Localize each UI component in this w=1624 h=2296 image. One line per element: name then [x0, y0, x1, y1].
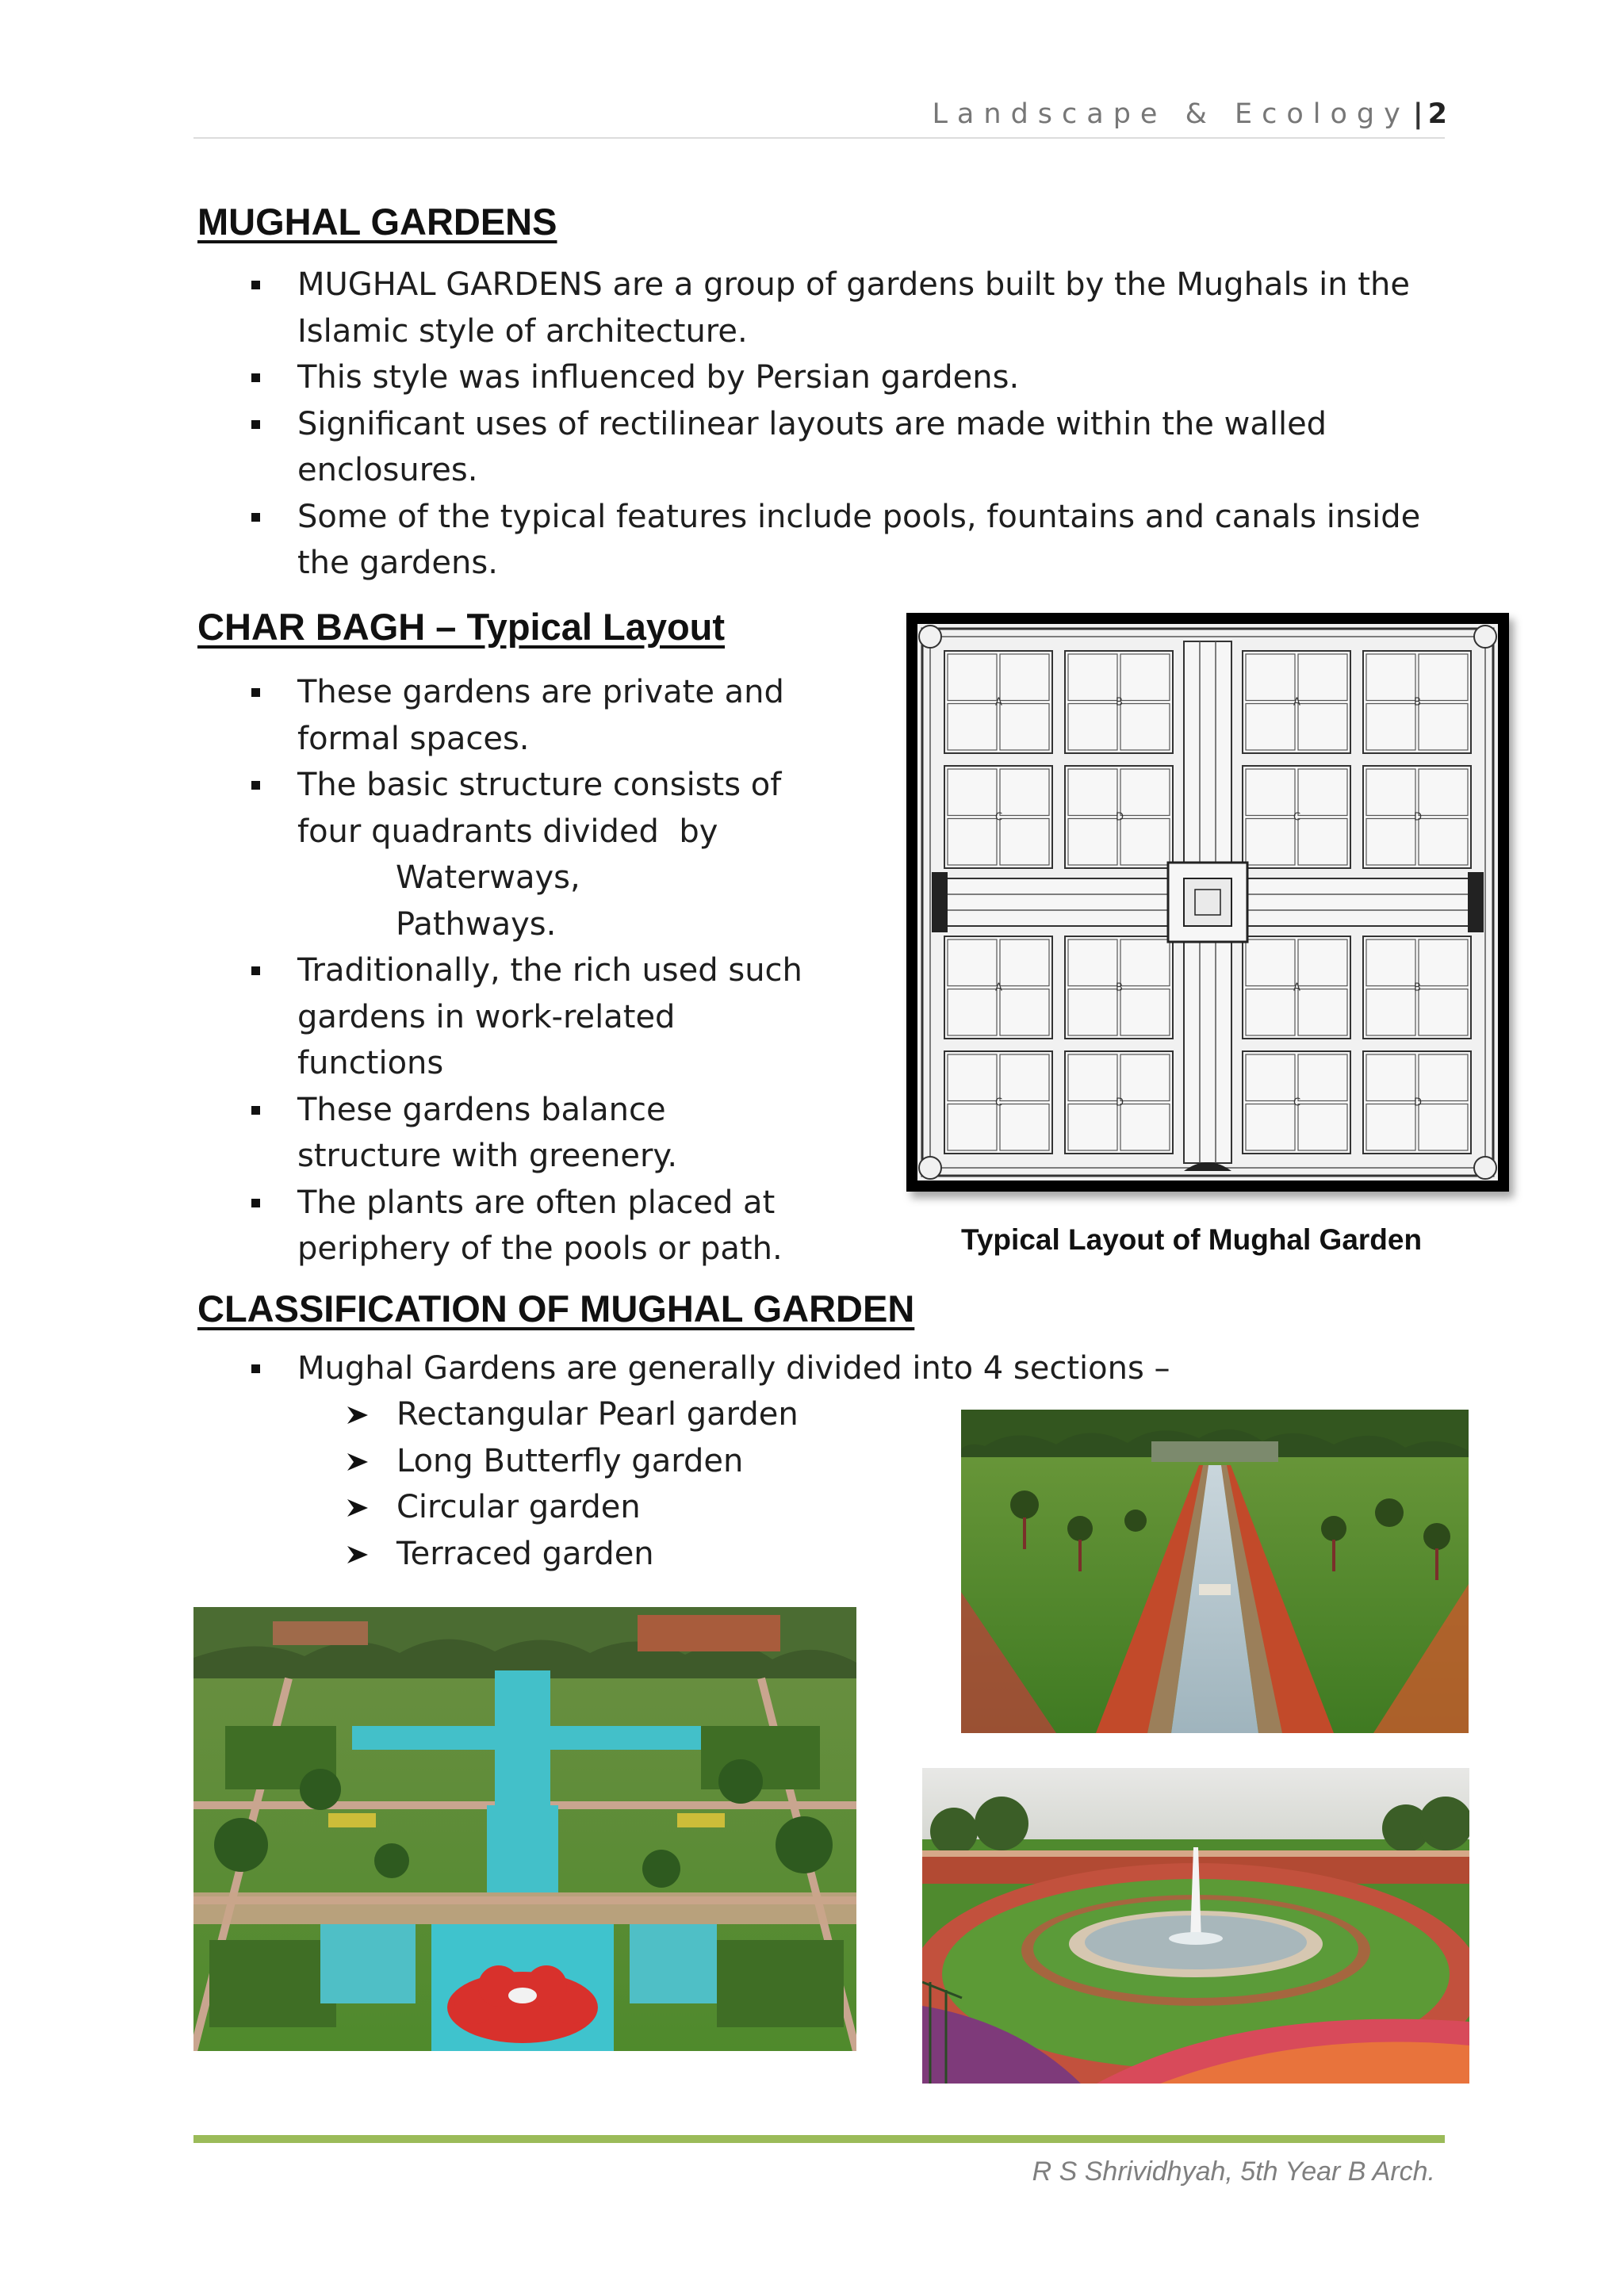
long-garden-image — [961, 1410, 1469, 1733]
list-line: structure with greenery. — [297, 1138, 678, 1174]
sub-list-label: Terraced garden — [396, 1535, 654, 1572]
list-line: These gardens balance — [297, 1091, 666, 1128]
plan-label: C — [995, 811, 1003, 824]
plan-label: D — [1414, 811, 1423, 824]
plan-label: A — [1293, 982, 1300, 994]
heading-mughal-gardens: MUGHAL GARDENS — [197, 201, 557, 243]
plan-label: C — [1293, 811, 1301, 824]
list-item — [197, 1180, 911, 1272]
classification-sub-list — [346, 1391, 901, 1577]
classification-bullet-list — [197, 1345, 1387, 1392]
plan-label: B — [1414, 696, 1421, 709]
list-item — [197, 1087, 911, 1180]
char-bagh-layout-figure — [906, 613, 1509, 1192]
plan-label: D — [1116, 811, 1124, 824]
arrow-bullet-icon — [346, 1452, 370, 1472]
list-item — [197, 669, 911, 762]
list-line: gardens in work-related — [297, 998, 676, 1035]
header-divider — [193, 137, 1445, 139]
plan-label: D — [1116, 1096, 1124, 1109]
mughal-bullet-list — [197, 262, 1466, 587]
sub-list-label: Circular garden — [396, 1489, 641, 1525]
list-line: Traditionally, the rich used such — [297, 952, 802, 989]
list-item: Mughal Gardens are generally divided into 4 sections – — [197, 1345, 1387, 1392]
heading-classification: CLASSIFICATION OF MUGHAL GARDEN — [197, 1288, 915, 1330]
plan-label: B — [1116, 982, 1123, 994]
list-line: These gardens are private and — [297, 674, 784, 710]
plan-label: D — [1414, 1096, 1423, 1109]
list-item — [197, 762, 911, 947]
header-separator: | — [1412, 98, 1423, 130]
list-item: Significant uses of rectilinear layouts are made within the walled enclosures. — [197, 401, 1466, 494]
list-line: four quadrants divided by — [297, 813, 718, 850]
header-title: Landscape & Ecology — [932, 98, 1410, 130]
list-item — [197, 947, 911, 1087]
plan-label: C — [995, 1096, 1003, 1109]
page-number: 2 — [1427, 98, 1447, 130]
list-line: periphery of the pools or path. — [297, 1230, 783, 1267]
circular-garden-image — [922, 1768, 1469, 2084]
circular-garden-photo — [922, 1768, 1469, 2084]
sub-list-label: Long Butterfly garden — [396, 1442, 744, 1479]
sub-list-item — [346, 1438, 901, 1485]
list-line: formal spaces. — [297, 720, 530, 757]
list-line: functions — [297, 1045, 444, 1081]
list-item: MUGHAL GARDENS are a group of gardens built by the Mughals in the Islamic style of architecture. — [197, 262, 1466, 354]
plan-label: A — [995, 982, 1002, 994]
sub-list-label: Rectangular Pearl garden — [396, 1396, 799, 1433]
figure-caption: Typical Layout of Mughal Garden — [961, 1223, 1423, 1256]
list-line: The basic structure consists of — [297, 767, 782, 803]
arrow-bullet-icon — [346, 1544, 370, 1565]
list-line: The plants are often placed at — [297, 1184, 776, 1221]
aerial-garden-photo — [193, 1607, 856, 2051]
footer-author: R S Shrividhyah, 5th Year B Arch. — [1032, 2156, 1435, 2187]
plan-label: A — [1293, 696, 1300, 709]
list-item: This style was influenced by Persian gardens. — [197, 354, 1466, 401]
footer-divider — [193, 2135, 1445, 2143]
arrow-bullet-icon — [346, 1498, 370, 1518]
list-item: Some of the typical features include pools, fountains and canals inside the gardens. — [197, 494, 1466, 587]
plan-label: C — [1293, 1096, 1301, 1109]
page-header — [932, 98, 1447, 130]
sub-list-item — [346, 1531, 901, 1578]
heading-char-bagh: CHAR BAGH – Typical Layout — [197, 606, 726, 648]
plan-label: B — [1414, 982, 1421, 994]
long-garden-photo — [961, 1410, 1469, 1733]
sub-list-item — [346, 1484, 901, 1531]
aerial-garden-image — [193, 1607, 856, 2051]
list-subline: Pathways. — [396, 905, 557, 943]
charbagh-bullet-list — [197, 669, 911, 1272]
plan-label: A — [995, 696, 1002, 709]
list-subline: Waterways, — [396, 859, 580, 896]
plan-label: B — [1116, 696, 1123, 709]
arrow-bullet-icon — [346, 1405, 370, 1425]
char-bagh-plan-drawing — [917, 624, 1498, 1181]
sub-list-item — [346, 1391, 901, 1438]
